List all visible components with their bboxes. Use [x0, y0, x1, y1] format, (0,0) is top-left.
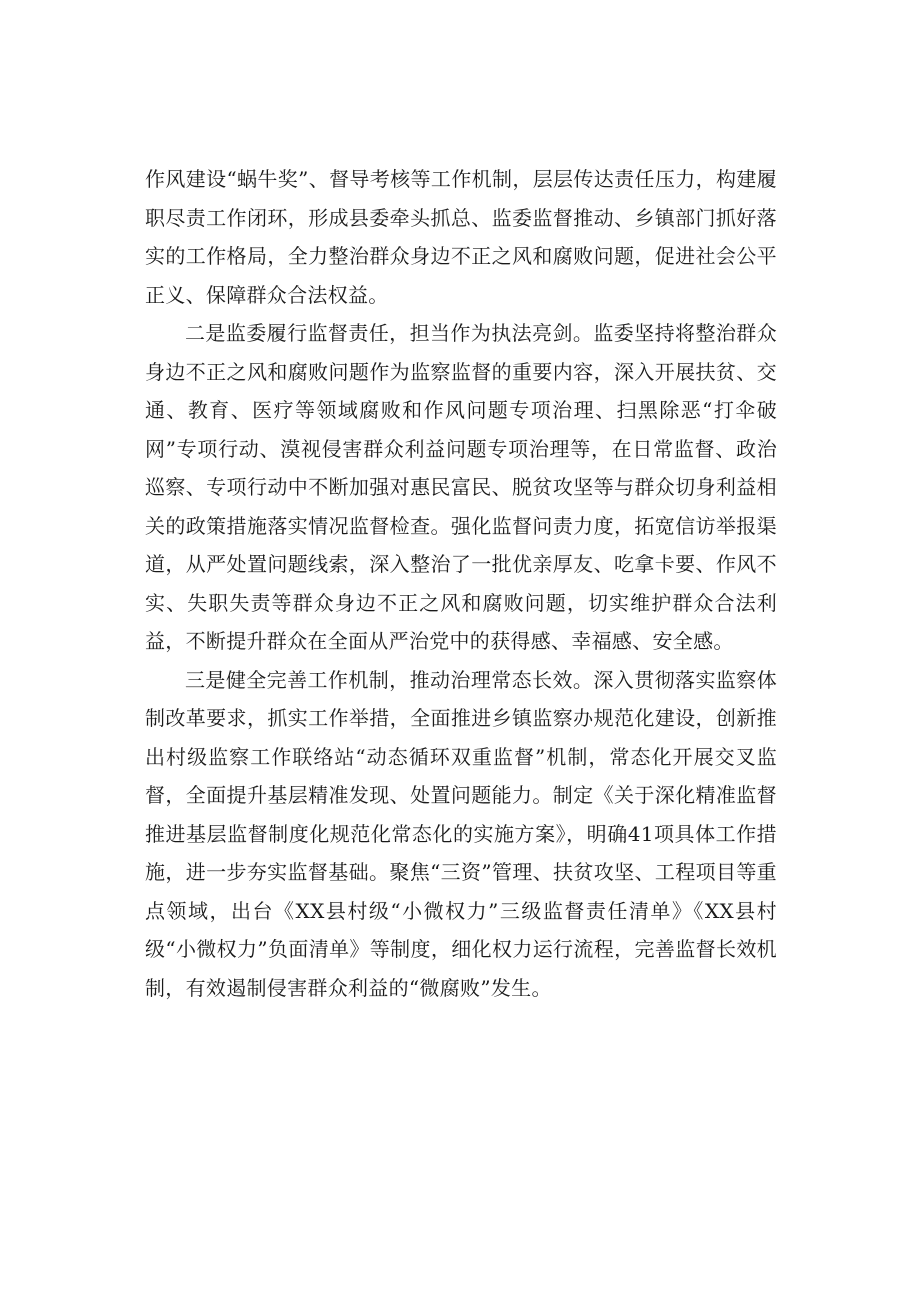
paragraph-continuation: 作风建设“蜗牛奖”、督导考核等工作机制，层层传达责任压力，构建履职尽责工作闭环，形成县委牵头抓总、监委监督推动、乡镇部门抓好落实的工作格局，全力整治群众身边不正之风和腐败问题，促进社会公平正义、保障群众合法权益。 — [145, 167, 777, 307]
paragraph-supervision-responsibility: 二是监委履行监督责任，担当作为执法亮剑。监委坚持将整治群众身边不正之风和腐败问题作为监察监督的重要内容，深入开展扶贫、交通、教育、医疗等领域腐败和作风问题专项治理、扫黑除恶“打伞破网”专项行动、漠视侵害群众利益问题专项治理等，在日常监督、政治巡察、专项行动中不断加强对惠民富民、脱贫攻坚等与群众切身利益相关的政策措施落实情况监督检查。强化监督问责力度，拓宽信访举报渠道，从严处置问题线索，深入整治了一批优亲厚友、吃拿卡要、作风不实、失职失责等群众身边不正之风和腐败问题，切实维护群众合法利益，不断提升群众在全面从严治党中的获得感、幸福感、安全感。 — [145, 321, 777, 653]
document-body — [145, 160, 777, 1007]
paragraph-work-mechanism: 三是健全完善工作机制，推动治理常态长效。深入贯彻落实监察体制改革要求，抓实工作举措，全面推进乡镇监察办规范化建设，创新推出村级监察工作联络站“动态循环双重监督”机制，常态化开展交叉监督，全面提升基层精准发现、处置问题能力。制定《关于深化精准监督推进基层监督制度化规范化常态化的实施方案》，明确41项具体工作措施，进一步夯实监督基础。聚焦“三资”管理、扶贫攻坚、工程项目等重点领域，出台《XX县村级“小微权力”三级监督责任清单》《XX县村级“小微权力”负面清单》等制度，细化权力运行流程，完善监督长效机制，有效遏制侵害群众利益的“微腐败”发生。 — [145, 667, 777, 1000]
